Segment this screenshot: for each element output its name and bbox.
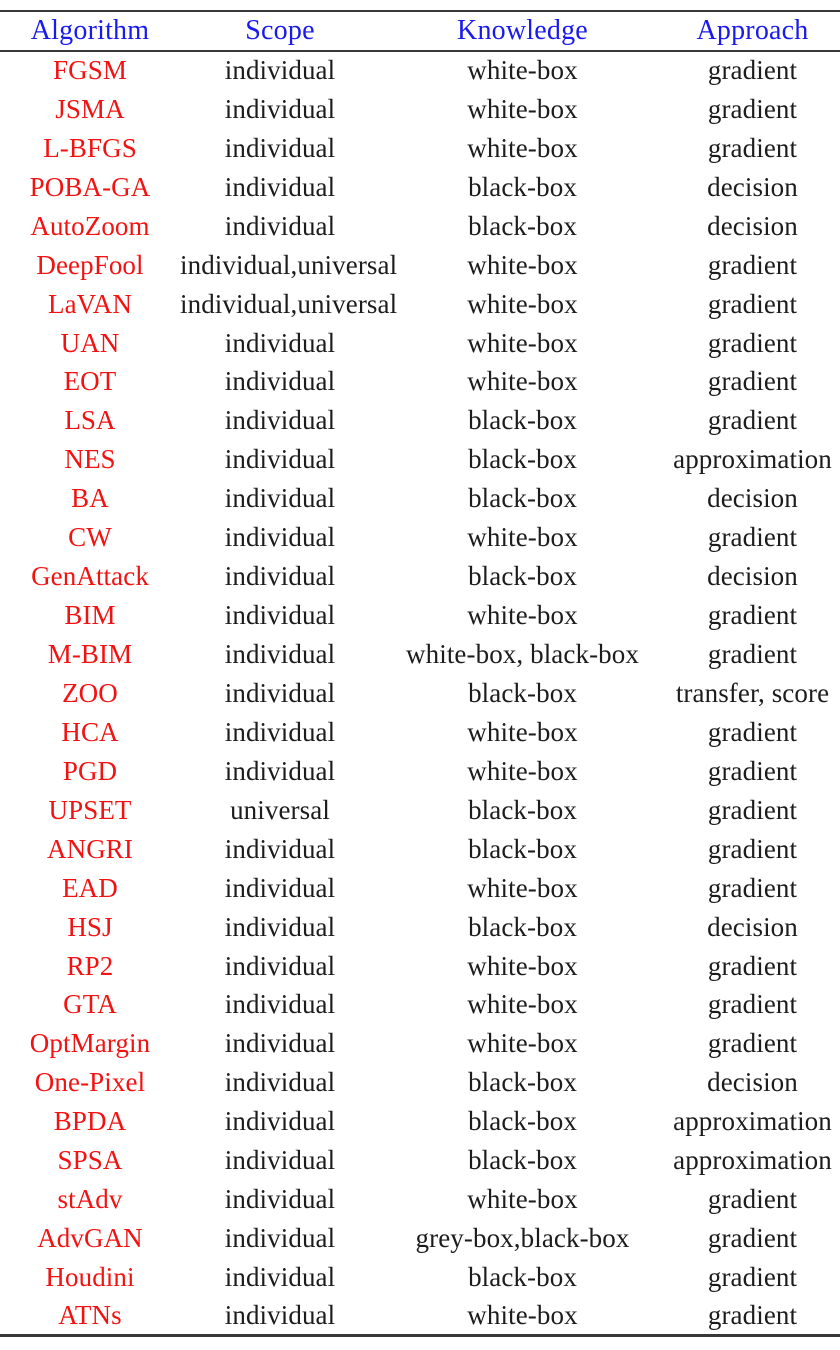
- table-row: [0, 791, 840, 830]
- approach-cell: gradient: [707, 522, 798, 553]
- algorithm-cell: SPSA: [57, 1145, 123, 1176]
- algorithm-cell: ZOO: [62, 677, 118, 708]
- approach-cell: approximation: [673, 1106, 832, 1137]
- column-header-scope: Scope: [180, 11, 380, 51]
- scope-cell: individual: [224, 600, 336, 631]
- knowledge-cell: white-box: [467, 55, 578, 86]
- knowledge-cell: white-box: [467, 716, 578, 747]
- approach-cell: approximation: [673, 444, 832, 475]
- table-row: [0, 635, 840, 674]
- table-row: [0, 1024, 840, 1063]
- algorithm-cell: HSJ: [67, 911, 113, 942]
- scope-cell: individual: [224, 561, 336, 592]
- table-row: [0, 324, 840, 363]
- knowledge-cell: black-box: [468, 405, 577, 436]
- approach-cell: gradient: [707, 327, 798, 358]
- algorithm-cell: RP2: [66, 950, 114, 981]
- algorithm-cell: AdvGAN: [37, 1223, 143, 1254]
- table-row: [0, 1258, 840, 1297]
- table-row: [0, 129, 840, 168]
- header-row: [0, 11, 840, 51]
- algorithm-cell: BPDA: [53, 1106, 127, 1137]
- scope-cell: individual: [224, 989, 336, 1020]
- algorithm-cell: JSMA: [55, 93, 125, 124]
- algorithm-cell: OptMargin: [29, 1028, 151, 1059]
- algorithm-cell: UPSET: [48, 794, 132, 825]
- algorithm-cell: LSA: [64, 405, 116, 436]
- approach-cell: gradient: [707, 950, 798, 981]
- approach-cell: decision: [707, 483, 798, 514]
- scope-cell: individual: [224, 1106, 336, 1137]
- algorithm-cell: M-BIM: [47, 639, 133, 670]
- algorithm-cell: FGSM: [53, 55, 127, 86]
- algorithm-cell: Houdini: [45, 1262, 135, 1293]
- table-row: [0, 1063, 840, 1102]
- scope-cell: individual: [224, 1028, 336, 1059]
- approach-cell: gradient: [707, 366, 798, 397]
- scope-cell: individual: [224, 677, 336, 708]
- algorithm-cell: BIM: [64, 600, 116, 631]
- knowledge-cell: white-box: [467, 1184, 578, 1215]
- scope-cell: individual: [224, 483, 336, 514]
- approach-cell: gradient: [707, 600, 798, 631]
- table-row: [0, 596, 840, 635]
- approach-cell: gradient: [707, 249, 798, 280]
- scope-cell: individual: [224, 716, 336, 747]
- knowledge-cell: white-box: [467, 288, 578, 319]
- table-row: [0, 207, 840, 246]
- algorithm-cell: LaVAN: [48, 288, 132, 319]
- knowledge-cell: black-box: [468, 483, 577, 514]
- column-header-knowledge: Knowledge: [380, 11, 665, 51]
- table-row: [0, 479, 840, 518]
- table-row: [0, 986, 840, 1025]
- knowledge-cell: black-box: [468, 444, 577, 475]
- algorithm-cell: DeepFool: [36, 249, 144, 280]
- table-row: [0, 1297, 840, 1336]
- knowledge-cell: black-box: [468, 561, 577, 592]
- algorithm-cell: GenAttack: [31, 561, 149, 592]
- scope-cell: individual: [224, 755, 336, 786]
- table-row: [0, 285, 840, 324]
- scope-cell: individual: [224, 833, 336, 864]
- table-row: [0, 246, 840, 285]
- approach-cell: gradient: [707, 872, 798, 903]
- scope-cell: individual: [224, 55, 336, 86]
- table-body: [0, 51, 840, 1336]
- scope-cell: individual: [224, 522, 336, 553]
- knowledge-cell: black-box: [468, 171, 577, 202]
- scope-cell: individual: [224, 872, 336, 903]
- knowledge-cell: black-box: [468, 1145, 577, 1176]
- table-row: [0, 557, 840, 596]
- algorithm-cell: EAD: [62, 872, 118, 903]
- table-row: [0, 713, 840, 752]
- scope-cell: individual: [224, 93, 336, 124]
- knowledge-cell: black-box: [468, 1106, 577, 1137]
- approach-cell: gradient: [707, 1028, 798, 1059]
- knowledge-cell: black-box: [468, 1262, 577, 1293]
- scope-cell: individual: [224, 1067, 336, 1098]
- knowledge-cell: grey-box,black-box: [415, 1223, 630, 1254]
- table-row: [0, 752, 840, 791]
- table-row: [0, 51, 840, 90]
- scope-cell: individual: [224, 132, 336, 163]
- approach-cell: gradient: [707, 989, 798, 1020]
- approach-cell: gradient: [707, 794, 798, 825]
- approach-cell: decision: [707, 1067, 798, 1098]
- knowledge-cell: white-box: [467, 249, 578, 280]
- approach-cell: decision: [707, 561, 798, 592]
- scope-cell: individual: [224, 1184, 336, 1215]
- scope-cell: individual: [224, 444, 336, 475]
- table-row: [0, 947, 840, 986]
- adversarial-attacks-table: [0, 10, 840, 1337]
- knowledge-cell: black-box: [468, 210, 577, 241]
- approach-cell: gradient: [707, 288, 798, 319]
- scope-cell: individual: [224, 1262, 336, 1293]
- scope-cell: individual: [224, 1223, 336, 1254]
- knowledge-cell: white-box: [467, 950, 578, 981]
- table-row: [0, 90, 840, 129]
- scope-cell: individual: [224, 950, 336, 981]
- approach-cell: gradient: [707, 1184, 798, 1215]
- table-row: [0, 401, 840, 440]
- scope-cell: individual,universal: [180, 249, 398, 280]
- algorithm-cell: ANGRI: [47, 833, 133, 864]
- approach-cell: gradient: [707, 132, 798, 163]
- knowledge-cell: white-box: [467, 1300, 578, 1331]
- algorithm-cell: stAdv: [57, 1184, 123, 1215]
- knowledge-cell: white-box, black-box: [406, 639, 639, 670]
- knowledge-cell: black-box: [468, 677, 577, 708]
- approach-cell: approximation: [673, 1145, 832, 1176]
- table-row: [0, 440, 840, 479]
- knowledge-cell: white-box: [467, 872, 578, 903]
- approach-cell: decision: [707, 210, 798, 241]
- table-row: [0, 168, 840, 207]
- table-row: [0, 830, 840, 869]
- knowledge-cell: white-box: [467, 93, 578, 124]
- approach-cell: gradient: [707, 1223, 798, 1254]
- scope-cell: universal: [230, 794, 330, 825]
- knowledge-cell: black-box: [468, 794, 577, 825]
- scope-cell: individual: [224, 366, 336, 397]
- approach-cell: gradient: [707, 833, 798, 864]
- table-row: [0, 363, 840, 402]
- approach-cell: gradient: [707, 1300, 798, 1331]
- approach-cell: gradient: [707, 93, 798, 124]
- table-row: [0, 1141, 840, 1180]
- scope-cell: individual: [224, 327, 336, 358]
- table-row: [0, 908, 840, 947]
- knowledge-cell: white-box: [467, 989, 578, 1020]
- knowledge-cell: black-box: [468, 1067, 577, 1098]
- scope-cell: individual: [224, 1300, 336, 1331]
- table-row: [0, 674, 840, 713]
- column-header-approach: Approach: [665, 11, 840, 51]
- approach-cell: gradient: [707, 55, 798, 86]
- approach-cell: decision: [707, 911, 798, 942]
- algorithm-cell: One-Pixel: [34, 1067, 146, 1098]
- approach-cell: gradient: [707, 716, 798, 747]
- knowledge-cell: black-box: [468, 911, 577, 942]
- algorithm-cell: BA: [71, 483, 109, 514]
- knowledge-cell: black-box: [468, 833, 577, 864]
- scope-cell: individual: [224, 171, 336, 202]
- algorithm-cell: PGD: [62, 755, 118, 786]
- approach-cell: gradient: [707, 405, 798, 436]
- algorithm-cell: AutoZoom: [30, 210, 150, 241]
- scope-cell: individual: [224, 1145, 336, 1176]
- algorithm-cell: UAN: [60, 327, 120, 358]
- knowledge-cell: white-box: [467, 755, 578, 786]
- algorithm-cell: ATNs: [58, 1300, 122, 1331]
- column-header-algorithm: Algorithm: [0, 11, 180, 51]
- table-row: [0, 518, 840, 557]
- knowledge-cell: white-box: [467, 132, 578, 163]
- knowledge-cell: white-box: [467, 327, 578, 358]
- approach-cell: gradient: [707, 755, 798, 786]
- approach-cell: decision: [707, 171, 798, 202]
- algorithm-cell: CW: [68, 522, 112, 553]
- table-row: [0, 1219, 840, 1258]
- table-row: [0, 1180, 840, 1219]
- scope-cell: individual: [224, 639, 336, 670]
- scope-cell: individual,universal: [180, 288, 398, 319]
- knowledge-cell: white-box: [467, 366, 578, 397]
- algorithm-cell: L-BFGS: [43, 132, 137, 163]
- scope-cell: individual: [224, 911, 336, 942]
- table-row: [0, 1102, 840, 1141]
- algorithm-cell: GTA: [63, 989, 117, 1020]
- approach-cell: transfer, score: [675, 677, 830, 708]
- algorithm-cell: EOT: [63, 366, 117, 397]
- algorithm-cell: HCA: [61, 716, 119, 747]
- approach-cell: gradient: [707, 639, 798, 670]
- table-row: [0, 869, 840, 908]
- scope-cell: individual: [224, 405, 336, 436]
- approach-cell: gradient: [707, 1262, 798, 1293]
- knowledge-cell: white-box: [467, 600, 578, 631]
- knowledge-cell: white-box: [467, 522, 578, 553]
- algorithm-cell: POBA-GA: [29, 171, 151, 202]
- algorithm-cell: NES: [64, 444, 116, 475]
- knowledge-cell: white-box: [467, 1028, 578, 1059]
- scope-cell: individual: [224, 210, 336, 241]
